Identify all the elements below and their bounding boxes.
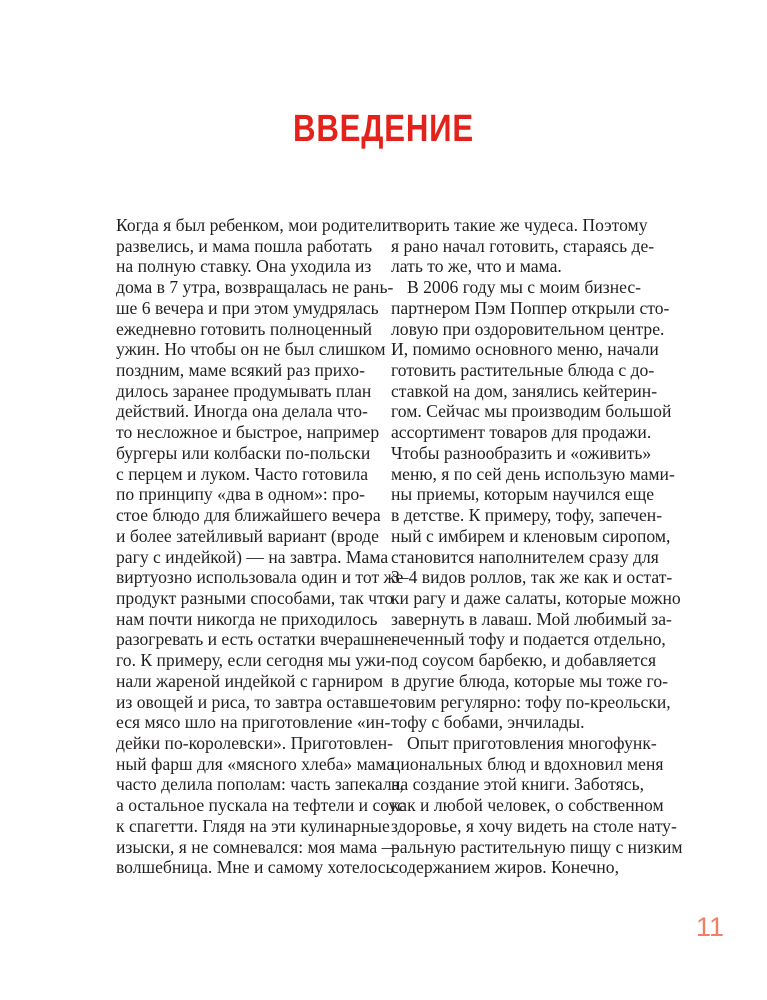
text-line: бургеры или колбаски по-польски [116,442,371,463]
text-line: творить такие же чудеса. Поэтому [391,215,648,235]
text-line: волшебница. Мне и самому хотелось [116,857,394,878]
text-line: циональных блюд и вдохновил меня [391,753,664,774]
text-line: ежедневно готовить полноценный [116,318,373,339]
text-line: к спагетти. Глядя на эти кулинарные [116,815,390,836]
text-line: ужин. Но чтобы он не был слишком [116,339,386,360]
text-line: рагу с индейкой) — на завтра. Мама [116,546,389,567]
text-line: ный фарш для «мясного хлеба» мама [116,753,395,774]
text-line: то несложное и быстрое, например [116,422,380,443]
text-line: партнером Пэм Поппер открыли сто- [391,297,670,318]
text-line: в детстве. К примеру, тофу, запечен- [391,505,663,526]
text-line: ловую при оздоровительном центре. [391,318,665,339]
text-line: содержанием жиров. Конечно, [391,857,619,878]
left-text-column [116,215,405,878]
page-number: 11 [696,912,725,942]
text-line: дейки по-королевски». Приготовлен- [116,732,394,753]
text-line: лать то же, что и мама. [391,256,562,277]
text-line: с перцем и луком. Часто готовила [116,463,369,484]
text-line: ный с имбирем и кленовым сиропом, [391,525,671,546]
paragraph-start-line: В 2006 году мы с моим бизнес- [407,277,642,298]
text-line: становится наполнителем сразу для [391,546,659,567]
text-line: поздним, маме всякий раз прихо- [116,360,365,381]
text-line: печенный тофу и подается отдельно, [391,629,666,650]
text-line: ше 6 вечера и при этом умудрялась [116,297,379,318]
text-line: по принципу «два в одном»: про- [116,484,366,505]
text-line: 3–4 видов роллов, так же как и остат- [391,567,673,588]
text-line: разогревать и есть остатки вчерашне- [116,629,398,650]
text-line: нам почти никогда не приходилось [116,608,378,629]
chapter-title: ВВЕДЕНИЕ [292,108,475,150]
text-line: ассортимент товаров для продажи. [391,422,652,443]
text-line: И, помимо основного меню, начали [391,339,659,360]
text-line: виртуозно использовала один и тот же [116,567,404,588]
text-line: ки рагу и даже салаты, которые можно [391,587,681,608]
text-line: а остальное пускала на тефтели и соус [116,795,405,816]
text-line: еся мясо шло на приготовление «ин- [116,712,391,733]
text-line: гом. Сейчас мы производим большой [391,401,672,422]
text-line: ны приемы, которым научился еще [391,484,655,505]
text-line: нали жареной индейкой с гарниром [116,670,384,691]
text-line: завернуть в лаваш. Мой любимый за- [391,608,672,629]
text-line: Чтобы разнообразить и «оживить» [391,442,652,463]
text-line: под соусом барбекю, и добавляется [391,650,657,671]
text-line: дилось заранее продумывать план [116,380,372,401]
text-line: стое блюдо для ближайшего вечера [116,505,381,526]
text-line: меню, я по сей день использую мами- [391,463,675,484]
text-line: Когда я был ребенком, мои родители [116,215,392,235]
text-line: здоровье, я хочу видеть на столе нату- [391,815,677,836]
text-line: часто делила пополам: часть запекала, [116,774,404,795]
text-line: продукт разными способами, так что [116,587,394,608]
text-line: на полную ставку. Она уходила из [116,256,372,277]
text-line: действий. Иногда она делала что- [116,401,368,422]
text-line: ставкой на дом, занялись кейтерин- [391,380,658,401]
text-line: го. К примеру, если сегодня мы ужи- [116,650,392,671]
text-line: я рано начал готовить, стараясь де- [391,235,655,256]
text-line: в другие блюда, которые мы тоже го- [391,670,668,691]
right-text-column [391,215,683,878]
text-line: тофу с бобами, энчилады. [391,712,585,733]
text-line: на создание этой книги. Заботясь, [391,774,645,795]
text-line: дома в 7 утра, возвращалась не рань- [116,277,394,298]
paragraph-start-line: Опыт приготовления многофунк- [407,732,657,753]
text-line: как и любой человек, о собственном [391,795,664,816]
text-line: ральную растительную пищу с низким [391,836,683,857]
text-line: из овощей и риса, то завтра оставше- [116,691,395,712]
text-line: товим регулярно: тофу по-креольски, [391,691,671,712]
text-line: и более затейливый вариант (вроде [116,525,379,546]
text-line: развелись, и мама пошла работать [116,235,373,256]
text-line: готовить растительные блюда с до- [391,360,655,381]
text-line: изыски, я не сомневался: моя мама — [116,836,400,857]
